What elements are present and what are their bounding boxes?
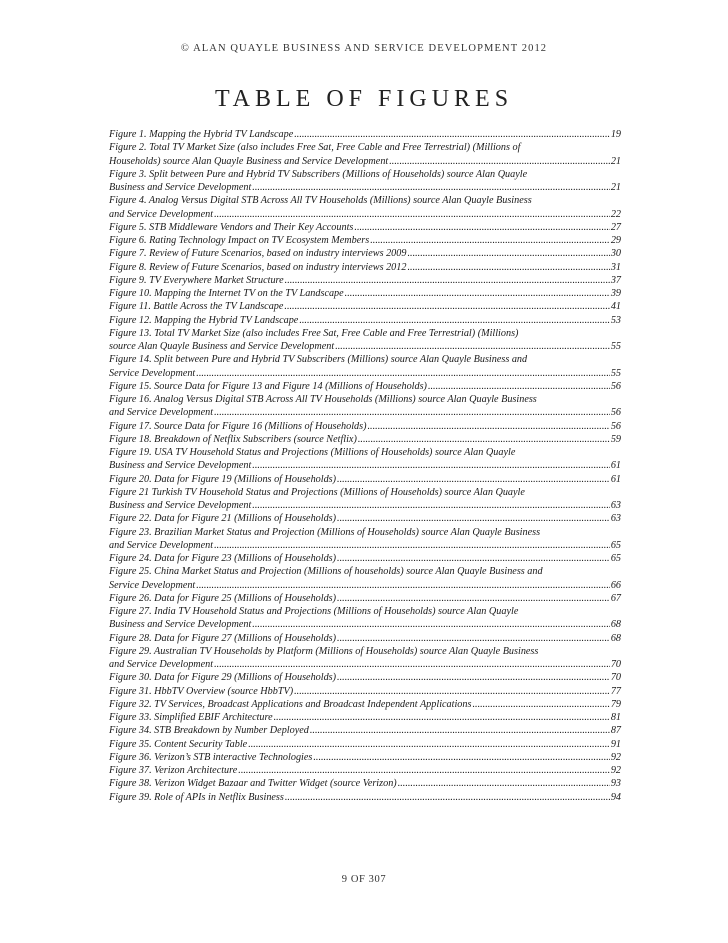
dot-leader: [196, 579, 610, 592]
dot-leader: [337, 552, 610, 565]
toc-entry-text: Figure 28. Data for Figure 27 (Millions of Households): [109, 632, 337, 644]
toc-entry-text: Service Development: [109, 367, 196, 379]
toc-entry-text: Figure 16. Analog Versus Digital STB Across All TV Households (Millions) source Alan Quayle Business: [109, 394, 537, 405]
toc-entry-text: Households) source Alan Quayle Business and Service Development: [109, 155, 389, 167]
toc-entry-text: Figure 5. STB Middleware Vendors and Their Key Accounts: [109, 221, 354, 233]
toc-entry-text: Figure 23. Brazilian Market Status and Projection (Millions of Households) source Alan Quayle Business: [109, 526, 541, 538]
dot-leader: [313, 751, 609, 764]
dot-leader: [214, 539, 610, 552]
toc-entry-text: and Service Development: [109, 539, 214, 551]
toc-entry-text: Figure 6. Rating Technology Impact on TV Ecosystem Members: [109, 235, 370, 246]
toc-entry[interactable]: [109, 645, 621, 672]
toc-entry-page: 63: [610, 513, 621, 525]
toc-entry-text: Figure 19. USA TV Household Status and Projections (Millions of Households) source Alan Quayle: [109, 447, 516, 458]
toc-entry-page: 94: [610, 791, 621, 803]
dot-leader: [252, 459, 610, 472]
toc-entry-text: Business and Service Development: [109, 500, 252, 511]
toc-entry[interactable]: [109, 671, 621, 684]
toc-entry-page: 91: [610, 738, 621, 750]
toc-entry-page: 68: [610, 632, 621, 644]
toc-entry-text: Figure 4. Analog Versus Digital STB Across All TV Households (Millions) source Alan Quayle Business: [109, 195, 532, 207]
dot-leader: [337, 473, 610, 486]
dot-leader: [335, 340, 610, 353]
toc-entry-text: Figure 24. Data for Figure 23 (Millions of Households): [109, 553, 337, 564]
toc-entry[interactable]: [109, 221, 621, 234]
dot-leader: [407, 247, 609, 260]
toc-entry-text: Figure 21 Turkish TV Household Status and Projections (Millions of Households) source Alan Quayle: [109, 486, 525, 498]
toc-entry-page: 21: [610, 182, 621, 193]
dot-leader: [345, 287, 610, 300]
dot-leader: [389, 155, 610, 168]
toc-entry[interactable]: [109, 526, 621, 553]
toc-entry-page: 53: [610, 314, 621, 326]
dot-leader: [368, 420, 610, 433]
dot-leader: [294, 685, 610, 698]
toc-entry[interactable]: [109, 632, 621, 645]
toc-entry[interactable]: [109, 287, 621, 300]
toc-entry-page: 79: [610, 698, 621, 710]
toc-entry-text: Figure 3. Split between Pure and Hybrid TV Subscribers (Millions of Households) source Alan Quayle: [109, 168, 528, 180]
dot-leader: [214, 208, 610, 221]
toc-entry-text: Figure 29. Australian TV Households by Platform (Millions of Households) source Alan Quayle Business: [109, 645, 539, 657]
toc-entry-page: 29: [610, 235, 621, 246]
toc-entry-page: 56: [610, 407, 621, 419]
toc-entry-page: 65: [610, 539, 621, 551]
toc-entry[interactable]: [109, 565, 621, 592]
toc-entry[interactable]: [109, 791, 621, 804]
toc-entry-page: 41: [610, 301, 621, 313]
toc-entry-text: source Alan Quayle Business and Service Development: [109, 341, 335, 352]
toc-entry-text: Figure 2. Total TV Market Size (also includes Free Sat, Free Cable and Free Terrestrial) (Millions of: [109, 142, 521, 154]
dot-leader: [214, 658, 610, 671]
toc-entry-text: Figure 32. TV Services, Broadcast Applications and Broadcast Independent Applications: [109, 698, 472, 710]
toc-entry-text: Figure 26. Data for Figure 25 (Millions of Households): [109, 592, 337, 604]
toc-entry-page: 66: [610, 579, 621, 591]
dot-leader: [284, 300, 609, 313]
dot-leader: [252, 499, 610, 512]
dot-leader: [337, 512, 610, 525]
toc-entry-page: 27: [610, 221, 621, 233]
toc-entry[interactable]: [109, 711, 621, 724]
page-header: © ALAN QUAYLE BUSINESS AND SERVICE DEVELOPMENT 2012: [180, 43, 548, 54]
toc-entry-text: Service Development: [109, 579, 196, 591]
toc-entry-text: Figure 34. STB Breakdown by Number Deployed: [109, 725, 309, 737]
toc-entry-page: 65: [610, 553, 621, 564]
toc-entry[interactable]: [109, 420, 621, 433]
toc-entry-page: 56: [610, 380, 621, 392]
toc-entry[interactable]: [109, 446, 621, 473]
dot-leader: [285, 274, 610, 287]
toc-entry-text: Figure 1. Mapping the Hybrid TV Landscape: [109, 129, 294, 140]
toc-entry[interactable]: [109, 777, 621, 790]
toc-entry-text: Figure 35. Content Security Table: [109, 738, 248, 750]
dot-leader: [337, 592, 610, 605]
toc-entry[interactable]: [109, 141, 621, 168]
toc-entry-text: Figure 18. Breakdown of Netflix Subscribers (source Netflix): [109, 433, 357, 445]
toc-entry[interactable]: [109, 380, 621, 393]
dot-leader: [354, 221, 609, 234]
toc-entry-page: 70: [610, 672, 621, 684]
toc-entry-text: Figure 20. Data for Figure 19 (Millions of Households): [109, 473, 337, 485]
toc-entry-text: Figure 30. Data for Figure 29 (Millions of Households): [109, 672, 337, 684]
toc-entry-text: Figure 27. India TV Household Status and Projections (Millions of Households) source Alan Quayle: [109, 606, 519, 617]
toc-entry-page: 55: [610, 367, 621, 379]
toc-entry[interactable]: [109, 353, 621, 380]
toc-entry[interactable]: [109, 486, 621, 513]
dot-leader: [398, 777, 610, 790]
toc-entry-page: 63: [610, 500, 621, 511]
toc-entry-page: 92: [610, 751, 621, 763]
toc-entry-text: Figure 8. Review of Future Scenarios, based on industry interviews 2012: [109, 261, 407, 273]
toc-entry[interactable]: [109, 685, 621, 698]
dot-leader: [299, 314, 610, 327]
dot-leader: [238, 764, 610, 777]
dot-leader: [472, 698, 609, 711]
dot-leader: [252, 181, 610, 194]
toc-entry-text: Business and Service Development: [109, 182, 252, 193]
toc-entry-page: 70: [610, 659, 621, 670]
toc-entry-text: Figure 12. Mapping the Hybrid TV Landscape: [109, 314, 299, 326]
dot-leader: [428, 380, 610, 393]
toc-entry-page: 92: [610, 765, 621, 776]
toc-entry-page: 87: [610, 725, 621, 737]
page-number: 9 OF 307: [341, 874, 387, 885]
toc-entry-text: Figure 17. Source Data for Figure 16 (Millions of Households): [109, 420, 367, 432]
dot-leader: [407, 261, 609, 274]
toc-entry-page: 81: [610, 712, 621, 723]
dot-leader: [274, 711, 610, 724]
toc-entry-page: 55: [610, 341, 621, 352]
toc-entry-page: 68: [610, 619, 621, 631]
dot-leader: [285, 791, 610, 804]
table-of-figures: [109, 128, 621, 804]
toc-entry-page: 61: [610, 460, 621, 472]
toc-entry[interactable]: [109, 300, 621, 313]
toc-entry[interactable]: [109, 592, 621, 605]
toc-entry-text: Figure 15. Source Data for Figure 13 and Figure 14 (Millions of Households): [109, 380, 427, 392]
toc-entry-text: Figure 31. HbbTV Overview (source HbbTV): [109, 685, 294, 697]
toc-entry[interactable]: [109, 698, 621, 711]
dot-leader: [310, 724, 610, 737]
toc-entry-text: and Service Development: [109, 659, 214, 670]
toc-entry[interactable]: [109, 473, 621, 486]
toc-entry-text: Figure 36. Verizon’s STB interactive Technologies: [109, 751, 313, 763]
toc-entry-text: Figure 11. Battle Across the TV Landscape: [109, 301, 284, 313]
toc-entry-text: Figure 33. Simplified EBIF Architecture: [109, 712, 273, 723]
toc-entry-page: 77: [610, 685, 621, 697]
toc-entry-text: Business and Service Development: [109, 619, 252, 631]
toc-entry-text: Figure 22. Data for Figure 21 (Millions of Households): [109, 513, 337, 525]
toc-entry[interactable]: [109, 393, 621, 420]
toc-entry[interactable]: [109, 234, 621, 247]
toc-entry-page: 67: [610, 592, 621, 604]
toc-entry[interactable]: [109, 247, 621, 260]
dot-leader: [358, 433, 610, 446]
toc-entry-text: Figure 7. Review of Future Scenarios, based on industry interviews 2009: [109, 248, 407, 260]
toc-entry-text: and Service Development: [109, 208, 214, 220]
toc-entry[interactable]: [109, 738, 621, 751]
toc-entry-text: Figure 10. Mapping the Internet TV on the TV Landscape: [109, 288, 344, 299]
toc-entry-page: 21: [610, 155, 621, 167]
toc-entry-text: Figure 39. Role of APIs in Netflix Business: [109, 791, 284, 803]
toc-entry-page: 93: [610, 778, 621, 790]
toc-entry[interactable]: [109, 314, 621, 327]
dot-leader: [294, 128, 610, 141]
page-title: TABLE OF FIGURES: [214, 86, 514, 112]
toc-entry-text: Business and Service Development: [109, 460, 252, 472]
toc-entry-page: 31: [610, 261, 621, 273]
toc-entry[interactable]: [109, 168, 621, 195]
dot-leader: [252, 618, 610, 631]
toc-entry-page: 30: [610, 248, 621, 260]
toc-entry-page: 39: [610, 288, 621, 299]
toc-entry-page: 19: [610, 129, 621, 140]
toc-entry-text: Figure 14. Split between Pure and Hybrid TV Subscribers (Millions) source Alan Quayle Business and: [109, 354, 528, 366]
toc-entry[interactable]: [109, 128, 621, 141]
dot-leader: [337, 671, 610, 684]
toc-entry[interactable]: [109, 764, 621, 777]
toc-entry[interactable]: [109, 261, 621, 274]
toc-entry[interactable]: [109, 194, 621, 221]
toc-entry-page: 22: [610, 208, 621, 220]
dot-leader: [337, 632, 610, 645]
toc-entry[interactable]: [109, 605, 621, 632]
toc-entry-page: 37: [610, 274, 621, 286]
toc-entry[interactable]: [109, 433, 621, 446]
toc-entry[interactable]: [109, 327, 621, 354]
toc-entry-page: 59: [610, 433, 621, 445]
toc-entry[interactable]: [109, 552, 621, 565]
toc-entry-page: 61: [610, 473, 621, 485]
toc-entry-text: Figure 25. China Market Status and Projection (Millions of households) source Alan Quayle Business and: [109, 566, 543, 578]
dot-leader: [196, 367, 610, 380]
dot-leader: [248, 738, 610, 751]
toc-entry-text: Figure 9. TV Everywhere Market Structure: [109, 274, 284, 286]
toc-entry-page: 56: [610, 420, 621, 432]
dot-leader: [370, 234, 610, 247]
toc-entry-text: and Service Development: [109, 407, 214, 419]
dot-leader: [214, 406, 610, 419]
toc-entry-text: Figure 38. Verizon Widget Bazaar and Twitter Widget (source Verizon): [109, 778, 397, 790]
toc-entry[interactable]: [109, 724, 621, 737]
toc-entry[interactable]: [109, 751, 621, 764]
toc-entry[interactable]: [109, 512, 621, 525]
toc-entry-text: Figure 37. Verizon Architecture: [109, 765, 238, 776]
toc-entry[interactable]: [109, 274, 621, 287]
toc-entry-text: Figure 13. Total TV Market Size (also includes Free Sat, Free Cable and Free Terrestrial) (Millions): [109, 327, 519, 339]
